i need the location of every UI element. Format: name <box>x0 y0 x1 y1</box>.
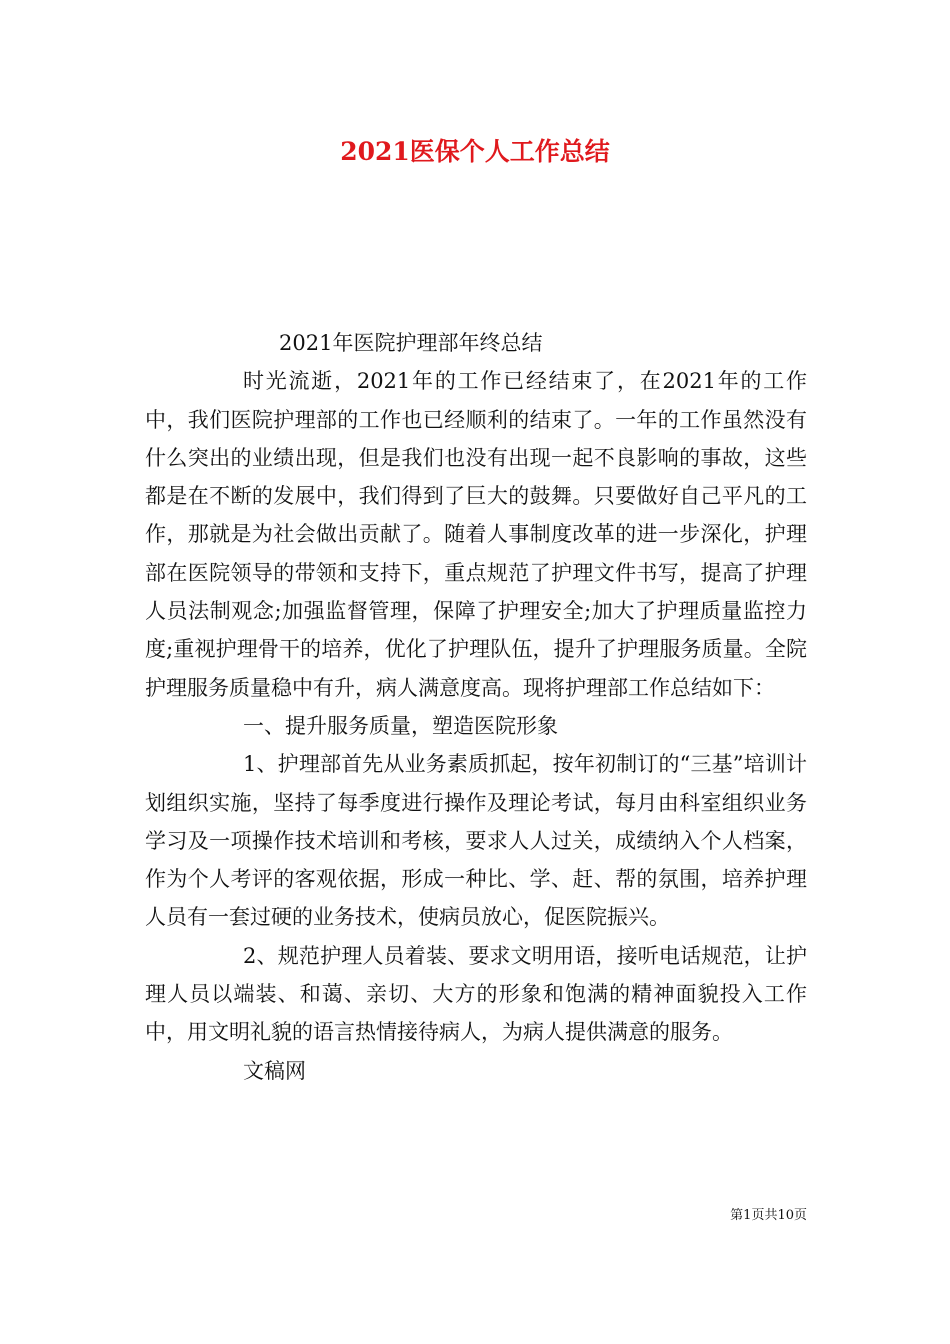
document-body <box>145 324 807 1090</box>
document-title: 2021医保个人工作总结 <box>340 137 610 166</box>
page-number: 第1页共10页 <box>730 1208 807 1223</box>
paragraph-item-1: 1、护理部首先从业务素质抓起，按年初制订的“三基”培训计划组织实施，坚持了每季度进行操作及理论考试，每月由科室组织业务学习及一项操作技术培训和考核，要求人人过关，成绩纳入个人档案，作为个人考评的客观依据，形成一种比、学、赶、帮的氛围，培养护理人员有一套过硬的业务技术，使病员放心，促医院振兴。 <box>145 752 807 930</box>
paragraph-source: 文稿网 <box>243 1058 306 1083</box>
section-heading: 一、提升服务质量，塑造医院形象 <box>243 713 558 738</box>
paragraph-intro: 时光流逝，2021年的工作已经结束了，在2021年的工作中，我们医院护理部的工作也已经顺利的结束了。一年的工作虽然没有什么突出的业绩出现，但是我们也没有出现一起不良影响的事故，这些都是在不断的发展中，我们得到了巨大的鼓舞。只要做好自己平凡的工作，那就是为社会做出贡献了。随着人事制度改革的进一步深化，护理部在医院领导的带领和支持下，重点规范了护理文件书写，提高了护理人员法制观念;加强监督管理，保障了护理安全;加大了护理质量监控力度;重视护理骨干的培养，优化了护理队伍，提升了护理服务质量。全院护理服务质量稳中有升，病人满意度高。现将护理部工作总结如下： <box>145 369 807 700</box>
document-subtitle: 2021年医院护理部年终总结 <box>279 331 543 355</box>
paragraph-item-2: 2、规范护理人员着装、要求文明用语，接听电话规范，让护理人员以端装、和蔼、亲切、大方的形象和饱满的精神面貌投入工作中，用文明礼貌的语言热情接待病人，为病人提供满意的服务。 <box>145 943 807 1045</box>
